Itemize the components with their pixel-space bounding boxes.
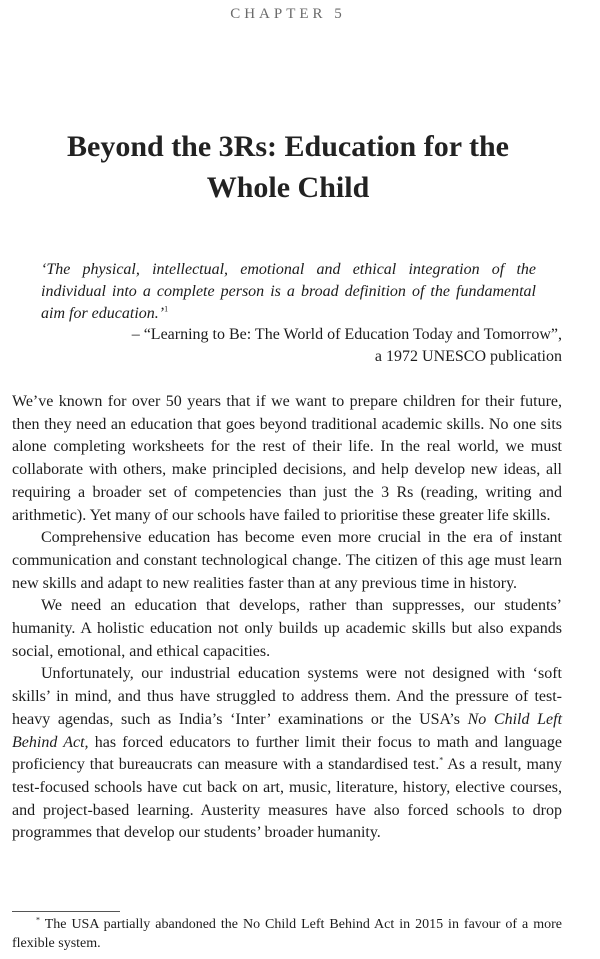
endnote-marker: 1 xyxy=(164,304,169,314)
chapter-title-line-2: Whole Child xyxy=(206,171,370,204)
footnote xyxy=(12,915,562,953)
attribution-line-1: – “Learning to Be: The World of Education Today and Tomorrow”, xyxy=(131,326,562,343)
chapter-title-line-1: Beyond the 3Rs: Education for the xyxy=(67,130,509,163)
chapter-label: CHAPTER 5 xyxy=(230,6,346,22)
chapter-title xyxy=(20,126,556,208)
paragraph-2: Comprehensive education has become even more crucial in the era of instant communication and constant technological change. The citizen of this age must learn new skills and adapt to new realities faster than at any previous time in history. xyxy=(12,529,562,592)
paragraph-3: We need an education that develops, rather than suppresses, our students’ humanity. A holistic education not only builds up academic skills but also expands social, emotional, and ethical capacities. xyxy=(12,597,562,660)
body-text xyxy=(12,391,562,845)
attribution-line-2: a 1972 UNESCO publication xyxy=(374,348,562,365)
paragraph-4-part-c: As a result, many test-focused schools have cut back on art, music, literature, history, elective courses, and project-based learning. Austerity measures have also forced schools to drop programmes that develop our students’ broader humanity. xyxy=(12,756,563,842)
footnote-asterisk: * xyxy=(36,915,40,925)
paragraph-1: We’ve known for over 50 years that if we want to prepare children for their future, then they need an education that goes beyond traditional academic skills. No one sits alone completing worksheets for the rest of their life. In the real world, we must collaborate with others, make principled decisions, and help develop new ideas, all requiring a broader set of competencies than just the 3 Rs (reading, writing and arithmetic). Yet many of our schools have failed to prioritise these greater life skills. xyxy=(12,393,562,524)
act-title: No Child Left Behind Act, xyxy=(12,710,563,751)
footnote-text: The USA partially abandoned the No Child Left Behind Act in 2015 in favour of a more flexible system. xyxy=(12,917,562,951)
epigraph-attribution xyxy=(40,324,562,368)
paragraph-4 xyxy=(12,663,562,845)
epigraph-quote-text: ‘The physical, intellectual, emotional and ethical integration of the individual into a complete person is a broad definition of the fundamental aim for education.’ xyxy=(41,261,536,322)
paragraph-4-part-a: Unfortunately, our industrial education systems were not designed with ‘soft skills’ in mind, and thus have struggled to address them. And the pressure of test-heavy agendas, such as India’s ‘Inter’ examinations or the USA’s xyxy=(12,665,562,728)
footnote-divider xyxy=(12,911,120,912)
paragraph-4-part-b: has forced educators to further limit their focus to math and language proficiency that bureaucrats can measure with a standardised test. xyxy=(12,733,562,774)
footnote-marker: * xyxy=(439,755,444,765)
epigraph xyxy=(41,259,536,325)
epigraph-quote xyxy=(41,259,536,325)
